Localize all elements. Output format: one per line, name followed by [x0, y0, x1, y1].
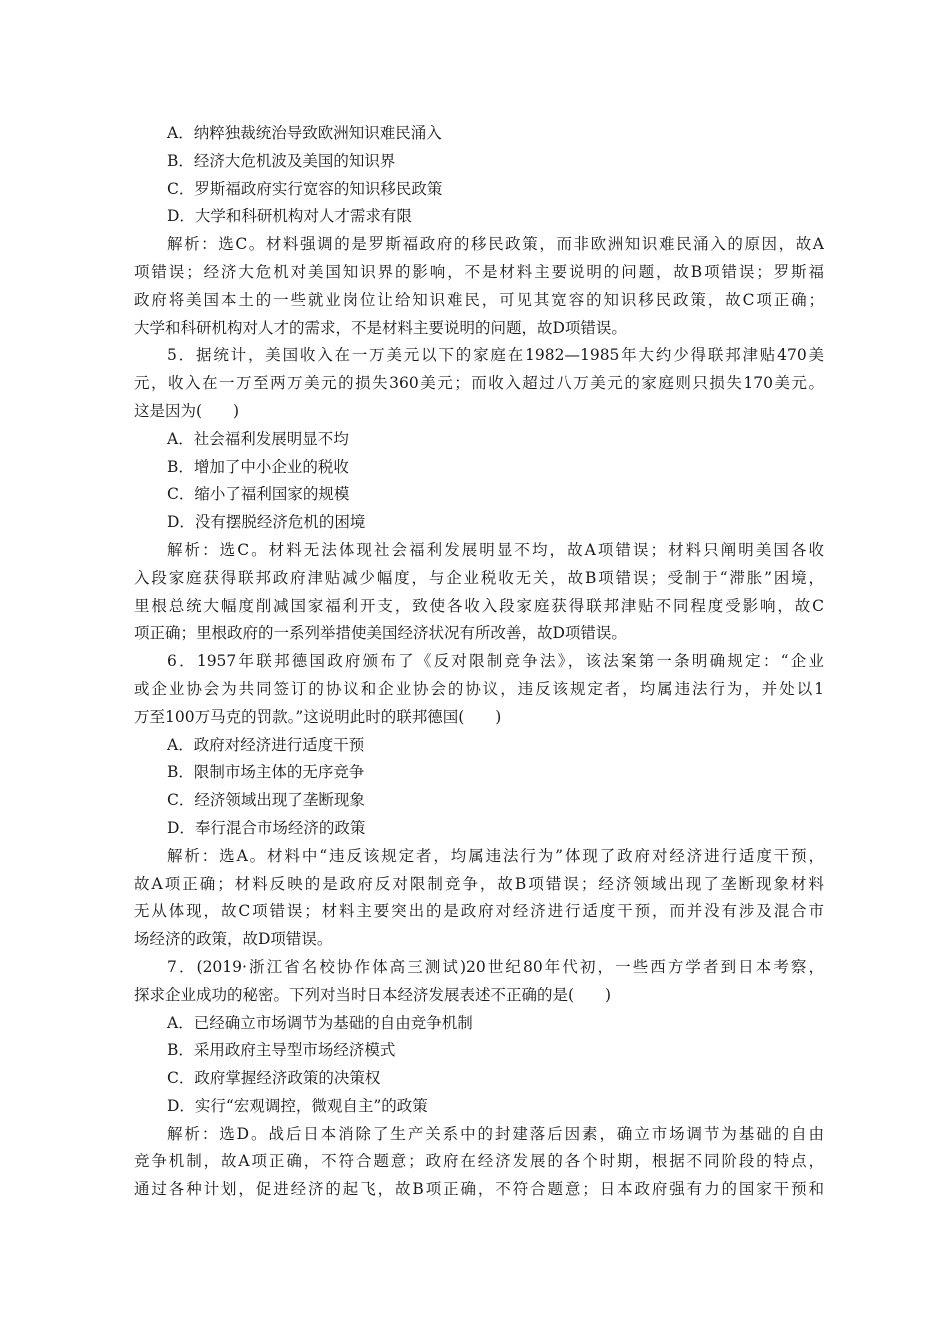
- question-6-line3: 万至100万马克的罚款。”这说明此时的联邦德国( ): [134, 707, 502, 726]
- option-d-q7: D．实行“宏观调控，微观自主”的政策: [167, 1096, 428, 1115]
- option-b-q5: B．增加了中小企业的税收: [167, 457, 349, 476]
- question-5-line1: 5．据统计，美国收入在一万美元以下的家庭在1982—1985年大约少得联邦津贴470美: [167, 346, 824, 365]
- option-c-q7: C．政府掌握经济政策的决策权: [167, 1069, 381, 1088]
- question-6-line1: 6．1957年联邦德国政府颁布了《反对限制竞争法》，该法案第一条明确规定：“企业: [167, 652, 824, 671]
- analysis-q6-line4: 场经济的政策，故D项错误。: [134, 930, 333, 949]
- option-a-q7: A．已经确立市场调节为基础的自由竞争机制: [167, 1013, 473, 1032]
- analysis-q6-line1: 解析：选A。材料中“违反该规定者，均属违法行为”体现了政府对经济进行适度干预，: [167, 846, 824, 865]
- analysis-q4-line1: 解析：选C。材料强调的是罗斯福政府的移民政策，而非欧洲知识难民涌入的原因，故A: [167, 235, 824, 254]
- analysis-q7-line2: 竞争机制，故A项正确，不符合题意；政府在经济发展的各个时期，根据不同阶段的特点，: [134, 1152, 824, 1171]
- option-c-q4: C．罗斯福政府实行宽容的知识移民政策: [167, 179, 443, 198]
- question-6-line2: 或企业协会为共同签订的协议和企业协会的协议，违反该规定者，均属违法行为，并处以1: [134, 679, 824, 698]
- analysis-q6-line2: 故A项正确；材料反映的是政府反对限制竞争，故B项错误；经济领域出现了垄断现象材料: [134, 874, 824, 893]
- analysis-q4-line3: 政府将美国本土的一些就业岗位让给知识难民，可见其宽容的知识移民政策，故C项正确；: [134, 290, 824, 309]
- option-c-q6: C．经济领域出现了垄断现象: [167, 791, 365, 810]
- option-c-q5: C．缩小了福利国家的规模: [167, 485, 350, 504]
- question-7-line2: 探求企业成功的秘密。下列对当时日本经济发展表述不正确的是( ): [134, 985, 612, 1004]
- option-d-q5: D．没有摆脱经济危机的困境: [167, 513, 366, 532]
- document-body: [134, 120, 824, 1204]
- question-5-line3: 这是因为( ): [134, 401, 240, 420]
- analysis-q7-line3: 通过各种计划，促进经济的起飞，故B项正确，不符合题意；日本政府强有力的国家干预和: [134, 1180, 824, 1199]
- analysis-q5-line4: 项正确；里根政府的一系列举措使美国经济状况有所改善，故D项错误。: [134, 624, 627, 643]
- option-a-q6: A．政府对经济进行适度干预: [167, 735, 365, 754]
- option-d-q6: D．奉行混合市场经济的政策: [167, 818, 366, 837]
- analysis-q4-line2: 项错误；经济大危机对美国知识界的影响，不是材料主要说明的问题，故B项错误；罗斯福: [134, 262, 824, 281]
- analysis-q5-line3: 里根总统大幅度削减国家福利开支，致使各收入段家庭获得联邦津贴不同程度受影响，故C: [134, 596, 824, 615]
- question-7-line1: 7．(2019·浙江省名校协作体高三测试)20世纪80年代初，一些西方学者到日本考察，: [167, 957, 824, 976]
- option-d-q4: D．大学和科研机构对人才需求有限: [167, 207, 412, 226]
- option-b-q4: B．经济大危机波及美国的知识界: [167, 151, 396, 170]
- analysis-q7-line1: 解析：选D。战后日本消除了生产关系中的封建落后因素，确立市场调节为基础的自由: [167, 1124, 824, 1143]
- option-b-q6: B．限制市场主体的无序竞争: [167, 763, 365, 782]
- analysis-q5-line2: 入段家庭获得联邦政府津贴减少幅度，与企业税收无关，故B项错误；受制于“滞胀”困境，: [134, 568, 824, 587]
- option-a-q4: A．纳粹独裁统治导致欧洲知识难民涌入: [167, 124, 442, 142]
- analysis-q5-line1: 解析：选C。材料无法体现社会福利发展明显不均，故A项错误；材料只阐明美国各收: [167, 540, 824, 559]
- question-5-line2: 元，收入在一万至两万美元的损失360美元；而收入超过八万美元的家庭则只损失170美元。: [134, 374, 824, 393]
- option-a-q5: A．社会福利发展明显不均: [167, 429, 349, 448]
- option-b-q7: B．采用政府主导型市场经济模式: [167, 1041, 396, 1060]
- analysis-q4-line4: 大学和科研机构对人才的需求，不是材料主要说明的问题，故D项错误。: [134, 318, 627, 337]
- analysis-q6-line3: 无从体现，故C项错误；材料主要突出的是政府对经济进行适度干预，而并没有涉及混合市: [134, 902, 824, 921]
